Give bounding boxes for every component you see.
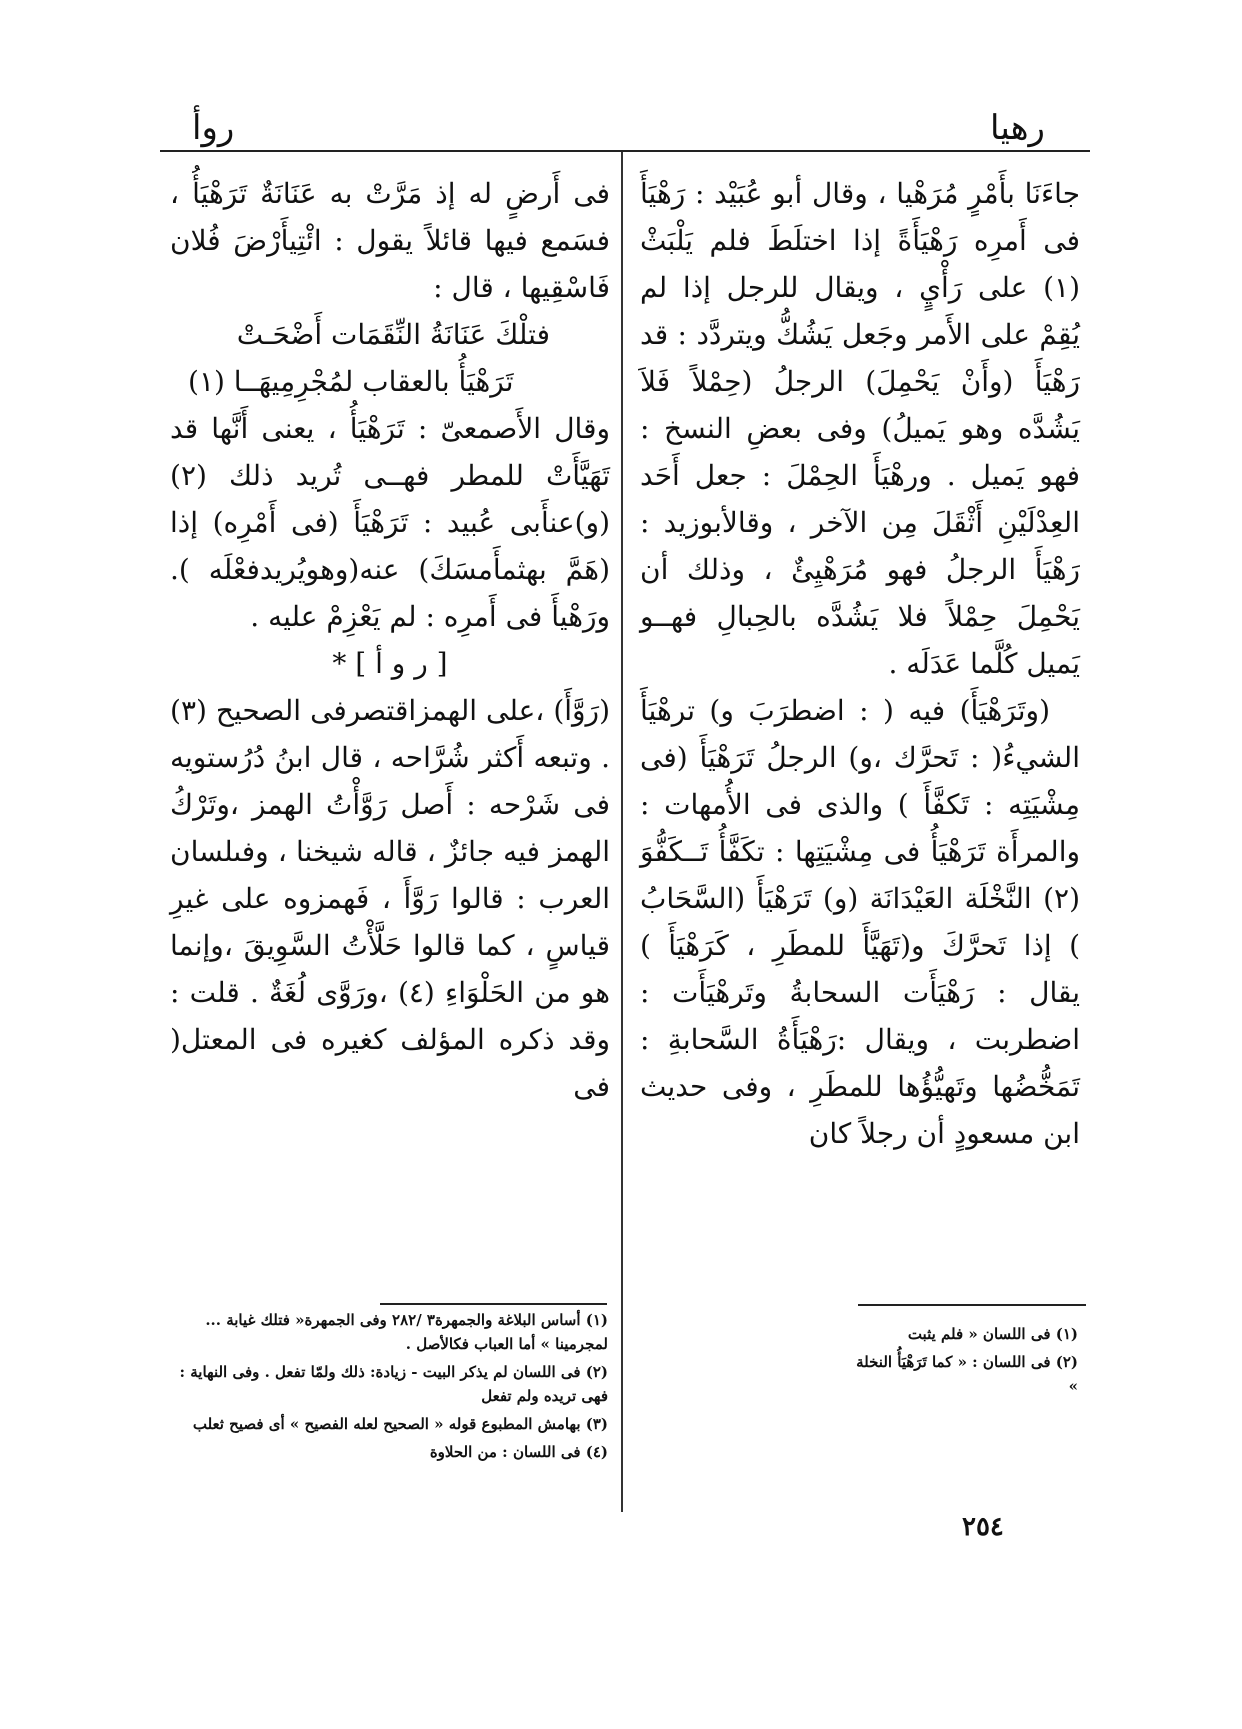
column-divider	[621, 152, 623, 1512]
right-column-paragraph-2: (وتَرَهْيَأَ) فيه ( : اضطرَبَ و) ترهْيَأَ الشيءُ( : تَحرَّك ،و) الرجلُ تَرَهْيَأَ (فى مِشْيَتِه : تَكفَّأَ ) والذى فى الأُمهات : والمرأَة تَرَهْيَأُ فى مِشْيَتِها : تكَفَّأُ تَــكَفُّوَ (٢) النَّخْلَة العَيْدَانَة (و) تَرَهْيَأَ (السَّحَابُ ) إذا تَحرَّكَ و(تَهَيَّأَ للمطَرِ ، كَرَهْيَأَ ) يقال : رَهْيَأَت السحابةُ وتَرهْيَأَت : اضطربت ، ويقال :رَهْيَأَةُ السَّحابةِ : تَمَخُّضُها وتَهيُّؤُها للمطَرِ ، وفى حديث ابن مسعودٍ أن رجلاً كان	[640, 694, 1080, 1150]
left-column	[170, 170, 610, 1360]
footnote-rule-right	[858, 1304, 1086, 1306]
footnote: (٢) فى اللسان لم يذكر البيت - زيادة: ذلك ولمّا تفعل . وفى النهاية : فهى تريده ولم تفعل	[179, 1363, 608, 1405]
right-column-paragraph-1: جاءَنَا بأَمْرٍ مُرَهْيا ، وقال أبو عُبَيْد : رَهْيَأَ فى أَمرِه رَهْيَأَةً إذا اختلَطَ فلم يَلْبَثْ (١) على رَأْيٍ ، ويقال للرجل إذا لم يُقِمْ على الأَمر وجَعل يَشُكُّ ويتردَّد : قد رَهْيَأَ (وأَنْ يَحْمِلَ) الرجلُ (حِمْلاً فَلاَ يَشُدَّه وهو يَميلُ) وفى بعضِ النسخ : فهو يَميل . ورهْيَأَ الحِمْلَ : جعل أَحَد العِدْلَيْنِ أَثْقَلَ مِن الآخر ، وقالأبوزيد : رَهْيَأَ الرجلُ فهو مُرَهْيِئٌ ، وذلك أن يَحْمِلَ حِمْلاً فلا يَشُدَّه بالحِبالِ فهــو يَميل كُلَّما عَدَلَه .	[640, 177, 1080, 680]
footnote: (٢) فى اللسان : « كما تَرَهْيَأُ النخلة »	[856, 1353, 1078, 1395]
footnote: (٣) بهامش المطبوع قوله « الصحيح لعله الفصيح » أى فصيح ثعلب	[192, 1415, 608, 1433]
right-column	[640, 170, 1080, 1290]
header-rule	[160, 150, 1090, 152]
footnote-rule-left	[380, 1303, 607, 1305]
verse-line-2: تَرَهْيَأُ بالعقاب لمُجْرِمِيهَــا (١)	[188, 365, 514, 398]
left-column-paragraph-1: فى أَرضٍ له إذ مَرَّتْ به عَنَانَةٌ تَرَهْيَأُ ، فسَمع فيها قائلاً يقول : ائْتِيأَرْضَ فُلان فَاسْقِيها ، قال :	[170, 177, 610, 304]
footnote: (١) فى اللسان « فلم يثبت	[907, 1325, 1078, 1343]
left-column-paragraph-3: (رَوَّأَ) ،على الهمزاقتصرفى الصحيح (٣) . وتبعه أَكثر شُرَّاحه ، قال ابنُ دُرُستويه فى شَرْحه : أَصل رَوَّأْتُ الهمز ،وتَرْكُ الهمز فيه جائزٌ ، قاله شيخنا ، وفىلسان العرب : قالوا رَوَّأَ ، فَهمزوه على غيرِ قياسٍ ، كما قالوا حَلَّأْتُ السَّوِيقَ ،وإنما هو من الحَلْوَاءِ (٤) ،ورَوَّى لُغَةٌ . قلت : وقد ذكره المؤلف كغيره فى المعتل( فى	[170, 694, 610, 1103]
running-header-right: رهيا	[990, 108, 1045, 148]
left-column-paragraph-2: وقال الأَصمعىّ : تَرَهْيَأُ ، يعنى أَنَّها قد تَهَيَّأَتْ للمطر فهــى تُريد ذلك (٢) (و)عنأَبى عُبيد : تَرَهْيَأَ (فى أَمْرِه) إذا (هَمَّ بهثمأَمسَكَ) عنه(وهويُريدفعْلَه ). ورَهْيأَ فى أَمرِه : لم يَعْزِمْ عليه .	[170, 412, 610, 633]
footnote: (١) أساس البلاغة والجمهرة٣ /٢٨٢ وفى الجمهرة« فتلك غيابة ... لمجرمينا » أما العباب فكالأصل .	[205, 1311, 608, 1353]
running-header-left: روأ	[192, 108, 235, 148]
verse-line-1: فتلْكَ عَنَانَةُ النِّقَمَات أَضْحَـتْ	[236, 318, 550, 351]
page-number: ٢٥٤	[962, 1512, 1004, 1542]
footnotes-left	[175, 1308, 608, 1468]
footnotes-right	[850, 1322, 1078, 1402]
footnote: (٤) فى اللسان : من الحلاوة	[429, 1443, 608, 1461]
entry-heading: [ ر و أ ] *	[332, 647, 448, 680]
